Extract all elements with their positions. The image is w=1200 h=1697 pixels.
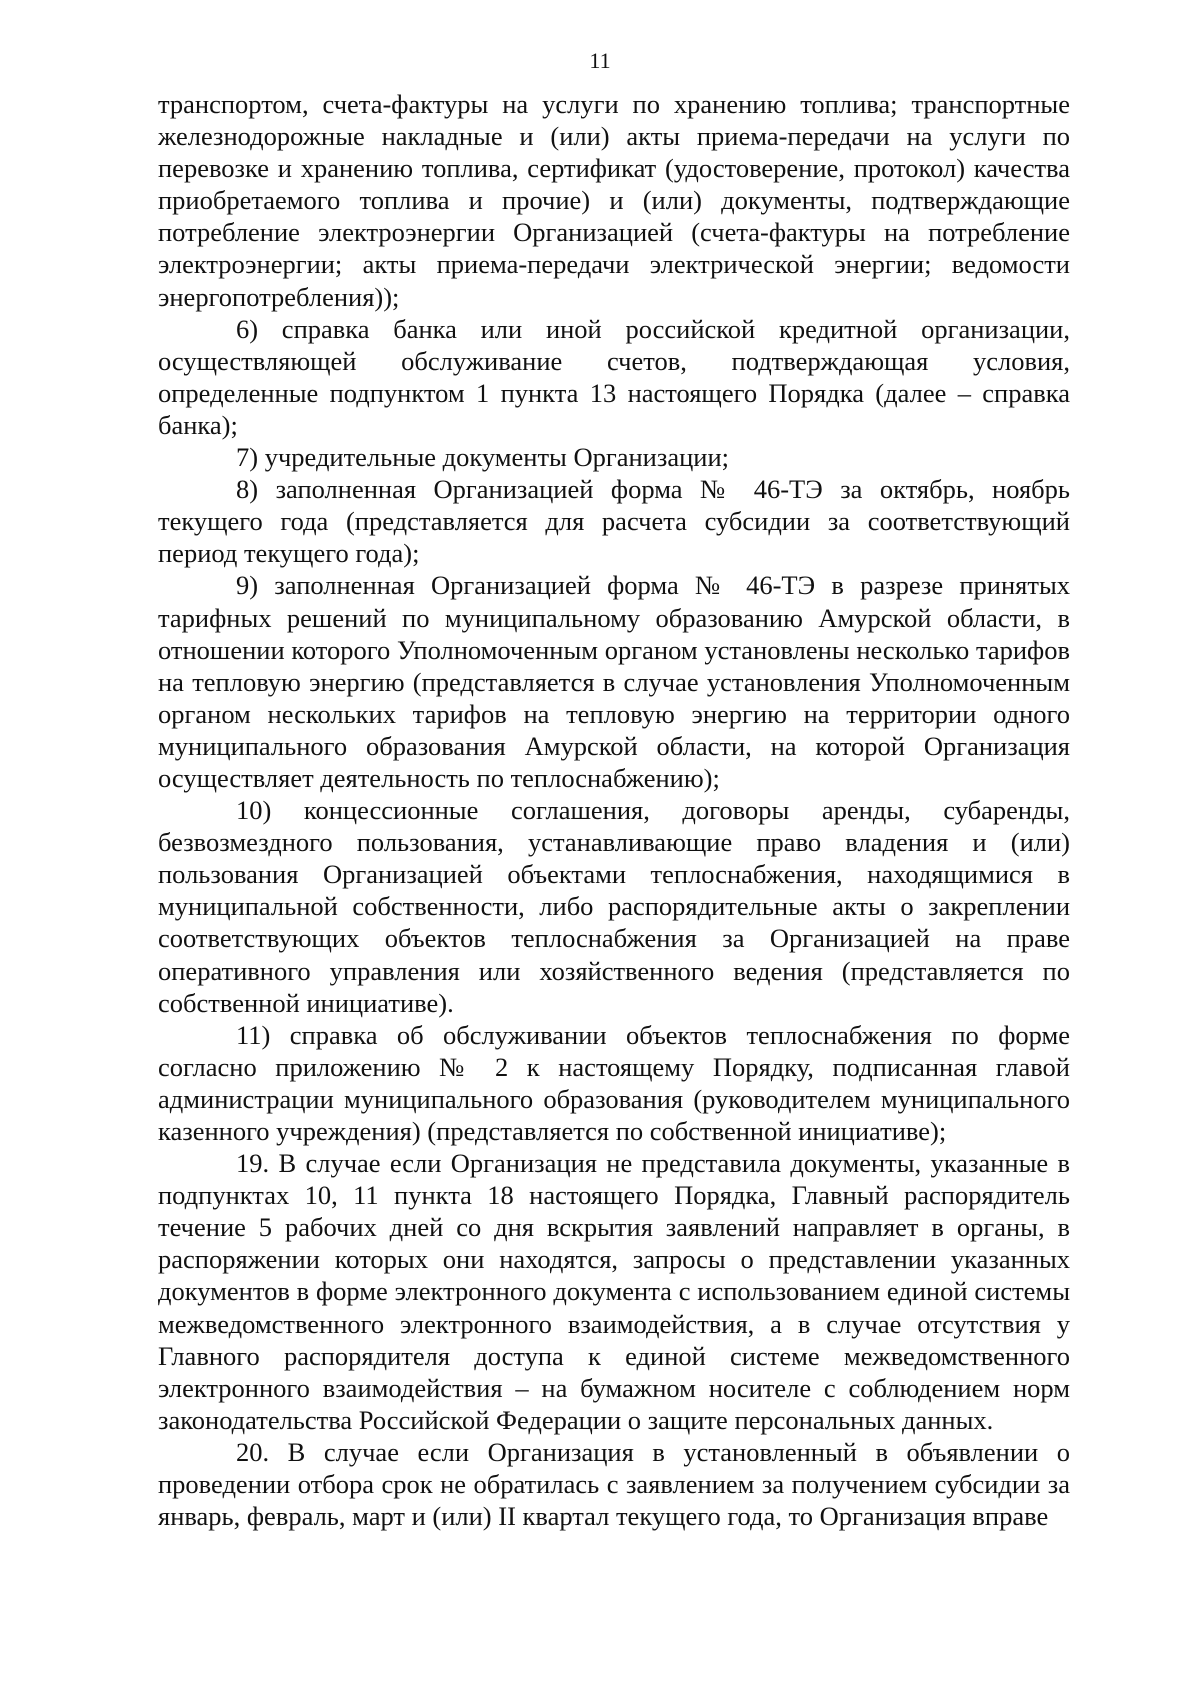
clause-20: 20. В случае если Организация в установленный в объявлении о проведении отбора срок не обратилась с заявлением за получением субсидии за январь, февраль, март и (или) II квартал текущего года, то Организация вправе bbox=[158, 1436, 1070, 1532]
clause-19: 19. В случае если Организация не представила документы, указанные в подпунктах 10, 11 пункта 18 настоящего Порядка, Главный распорядитель течение 5 рабочих дней со дня вскрытия заявлений направляет в органы, в распоряжении которых они находятся, запросы о представлении указанных документов в форме электронного документа с использованием единой системы межведомственного электронного взаимодействия, а в случае отсутствия у Главного распорядителя доступа к единой системе межведомственного электронного взаимодействия – на бумажном носителе с соблюдением норм законодательства Российской Федерации о защите персональных данных. bbox=[158, 1148, 1070, 1435]
list-item-8: 8) заполненная Организацией форма № 46-ТЭ за октябрь, ноябрь текущего года (представляется для расчета субсидии за соответствующий период текущего года); bbox=[158, 474, 1070, 569]
document-body bbox=[158, 88, 1070, 1532]
list-item-10: 10) концессионные соглашения, договоры аренды, субаренды, безвозмездного пользования, устанавливающие право владения и (или) пользования Организацией объектами теплоснабжения, находящимися в муниципальной собственности, либо распорядительные акты о закреплении соответствующих объектов теплоснабжения за Организацией на праве оперативного управления или хозяйственного ведения (представляется по собственной инициативе). bbox=[158, 795, 1070, 1018]
paragraph-continuation: транспортом, счета-фактуры на услуги по хранению топлива; транспортные железнодорожные накладные и (или) акты приема-передачи на услуги по перевозке и хранению топлива, сертификат (удостоверение, протокол) качества приобретаемого топлива и прочие) и (или) документы, подтверждающие потребление электроэнергии Организацией (счета-фактуры на потребление электроэнергии; акты приема-передачи электрической энергии; ведомости энергопотребления)); bbox=[158, 89, 1070, 312]
list-item-9: 9) заполненная Организацией форма № 46-ТЭ в разрезе принятых тарифных решений по муниципальному образованию Амурской области, в отношении которого Уполномоченным органом установлены несколько тарифов на тепловую энергию (представляется в случае установления Уполномоченным органом нескольких тарифов на тепловую энергию на территории одного муниципального образования Амурской области, на которой Организация осуществляет деятельность по теплоснабжению); bbox=[158, 570, 1070, 793]
page-number: 11 bbox=[589, 48, 611, 73]
list-item-11: 11) справка об обслуживании объектов теплоснабжения по форме согласно приложению № 2 к настоящему Порядку, подписанная главой администрации муниципального образования (руководителем муниципального казенного учреждения) (представляется по собственной инициативе); bbox=[158, 1019, 1070, 1146]
list-item-6: 6) справка банка или иной российской кредитной организации, осуществляющей обслуживание счетов, подтверждающая условия, определенные подпунктом 1 пункта 13 настоящего Порядка (далее – справка банка); bbox=[158, 313, 1070, 440]
list-item-7: 7) учредительные документы Организации; bbox=[236, 442, 730, 473]
